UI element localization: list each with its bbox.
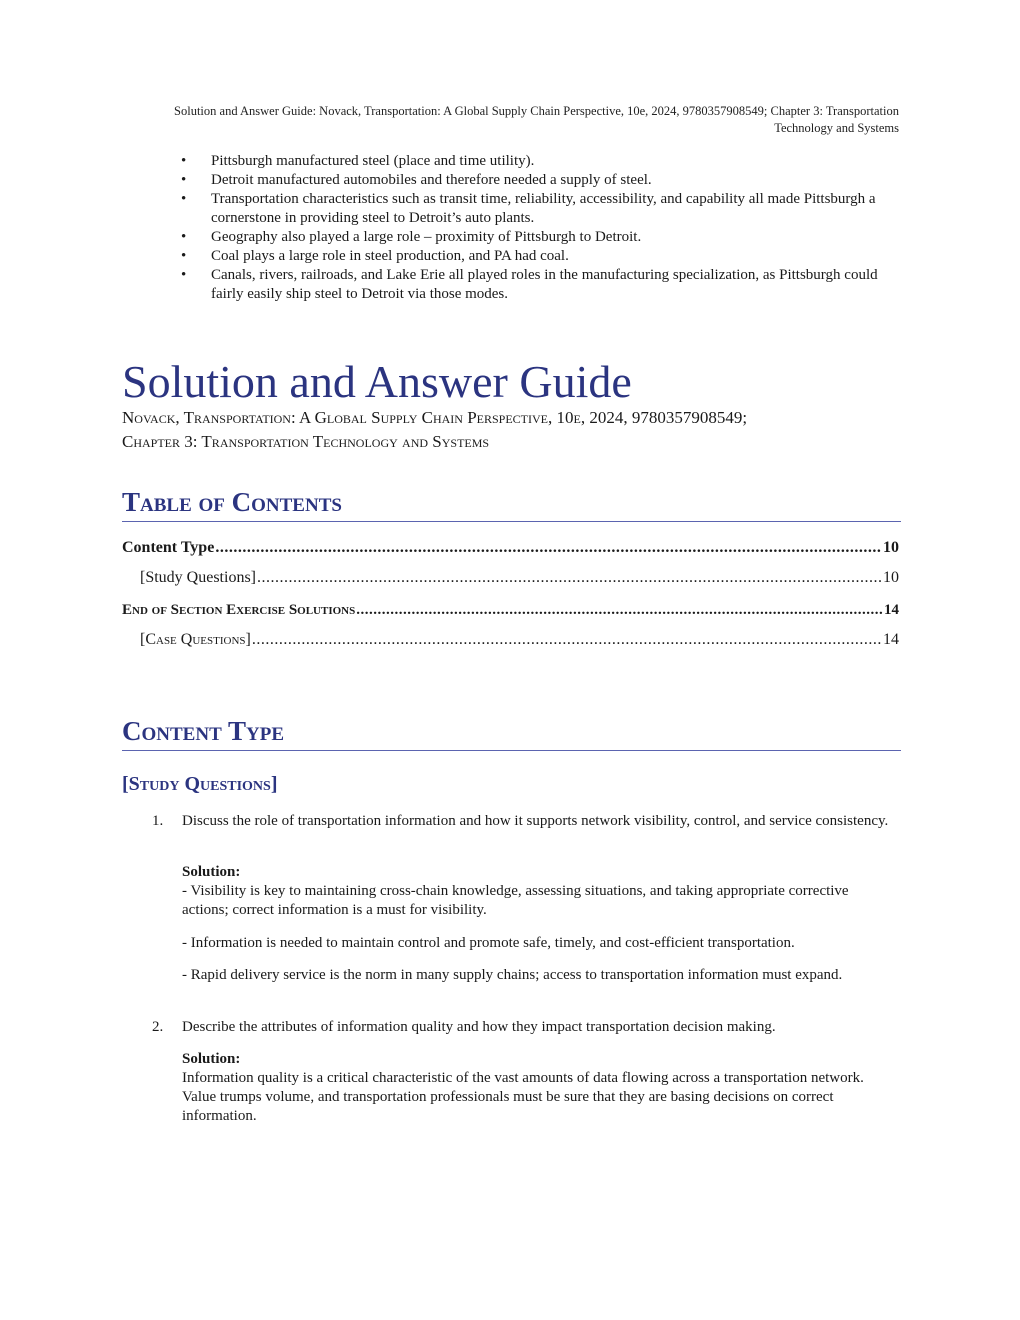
list-item bbox=[181, 266, 881, 304]
subtitle-line-1: Novack, Transportation: A Global Supply Chain Perspective, 10e, 2024, 9780357908549; bbox=[122, 408, 748, 427]
solution-paragraph: - Rapid delivery service is the norm in many supply chains; access to transportation information must expand. bbox=[182, 967, 843, 983]
toc-entry-case-questions[interactable] bbox=[140, 630, 899, 650]
toc-entry-text: End of Section Exercise Solutions bbox=[122, 602, 356, 618]
running-header-line-1: Solution and Answer Guide: Novack, Transportation: A Global Supply Chain Perspective, 10e, 2024, 9780357908549; Chapter 3: Transportation bbox=[174, 104, 899, 118]
toc-heading-rule bbox=[122, 521, 901, 522]
subheading-study-questions: [Study Questions] bbox=[122, 773, 278, 795]
document-subtitle bbox=[122, 406, 912, 454]
toc-entry-study-questions[interactable] bbox=[140, 568, 899, 588]
running-header bbox=[120, 103, 899, 137]
question-text: Describe the attributes of information quality and how they impact transportation decision making. bbox=[182, 1019, 776, 1035]
toc-dot-leader bbox=[252, 630, 882, 650]
document-title: Solution and Answer Guide bbox=[122, 356, 632, 407]
toc-entry-text: [Case Questions] bbox=[140, 631, 251, 648]
solution-label: Solution: bbox=[182, 1051, 241, 1067]
section-heading-content-type: Content Type bbox=[122, 716, 285, 746]
list-item bbox=[181, 171, 881, 190]
list-item-text: Canals, rivers, railroads, and Lake Erie all played roles in the manufacturing specialization, as Pittsburgh could fairly easily ship steel to Detroit via those modes. bbox=[211, 267, 878, 302]
toc-page-number: 10 bbox=[883, 539, 899, 556]
toc-entry-text: Content Type bbox=[122, 539, 215, 556]
toc-dot-leader bbox=[356, 600, 883, 620]
bullet-dot: • bbox=[181, 191, 187, 207]
question-number: 2. bbox=[152, 1019, 164, 1035]
running-header-line-2: Technology and Systems bbox=[774, 121, 899, 135]
toc-page-number: 14 bbox=[884, 602, 899, 618]
toc-dot-leader bbox=[215, 538, 882, 558]
bullet-dot: • bbox=[181, 248, 187, 264]
toc-entry-end-of-section[interactable] bbox=[122, 600, 899, 620]
bullet-dot: • bbox=[181, 229, 187, 245]
list-item bbox=[181, 190, 881, 228]
toc-heading: Table of Contents bbox=[122, 487, 342, 517]
list-item-text: Coal plays a large role in steel production, and PA had coal. bbox=[211, 248, 569, 264]
solution-paragraph: - Visibility is key to maintaining cross-chain knowledge, assessing situations, and taking appropriate corrective actions; correct information is a must for visibility. bbox=[182, 883, 849, 918]
bullet-list bbox=[181, 152, 881, 304]
list-item-text: Detroit manufactured automobiles and therefore needed a supply of steel. bbox=[211, 172, 652, 188]
list-item-text: Geography also played a large role – proximity of Pittsburgh to Detroit. bbox=[211, 229, 642, 245]
list-item-text: Transportation characteristics such as transit time, reliability, accessibility, and capability all made Pittsburgh a cornerstone in providing steel to Detroit’s auto plants. bbox=[211, 191, 876, 226]
list-item bbox=[181, 228, 881, 247]
list-item bbox=[181, 247, 881, 266]
list-item-text: Pittsburgh manufactured steel (place and time utility). bbox=[211, 153, 535, 169]
toc-page-number: 14 bbox=[883, 631, 899, 648]
toc-entry-text: [Study Questions] bbox=[140, 569, 256, 586]
section-heading-rule bbox=[122, 750, 901, 751]
solution-paragraph: Information quality is a critical characteristic of the vast amounts of data flowing across a transportation network. Value trumps volume, and transportation professionals must be sure that they are basing decisions on correct information. bbox=[182, 1070, 864, 1124]
bullet-dot: • bbox=[181, 172, 187, 188]
toc-page-number: 10 bbox=[883, 569, 899, 586]
question-number: 1. bbox=[152, 813, 164, 829]
list-item bbox=[181, 152, 881, 171]
subtitle-line-2: Chapter 3: Transportation Technology and Systems bbox=[122, 432, 490, 451]
solution-label: Solution: bbox=[182, 864, 241, 880]
bullet-dot: • bbox=[181, 267, 187, 283]
toc-entry-content-type[interactable] bbox=[122, 538, 899, 558]
toc-dot-leader bbox=[257, 568, 882, 588]
bullet-dot: • bbox=[181, 153, 187, 169]
solution-paragraph: - Information is needed to maintain control and promote safe, timely, and cost-efficient transportation. bbox=[182, 935, 795, 951]
question-text: Discuss the role of transportation information and how it supports network visibility, control, and service consistency. bbox=[182, 813, 889, 829]
